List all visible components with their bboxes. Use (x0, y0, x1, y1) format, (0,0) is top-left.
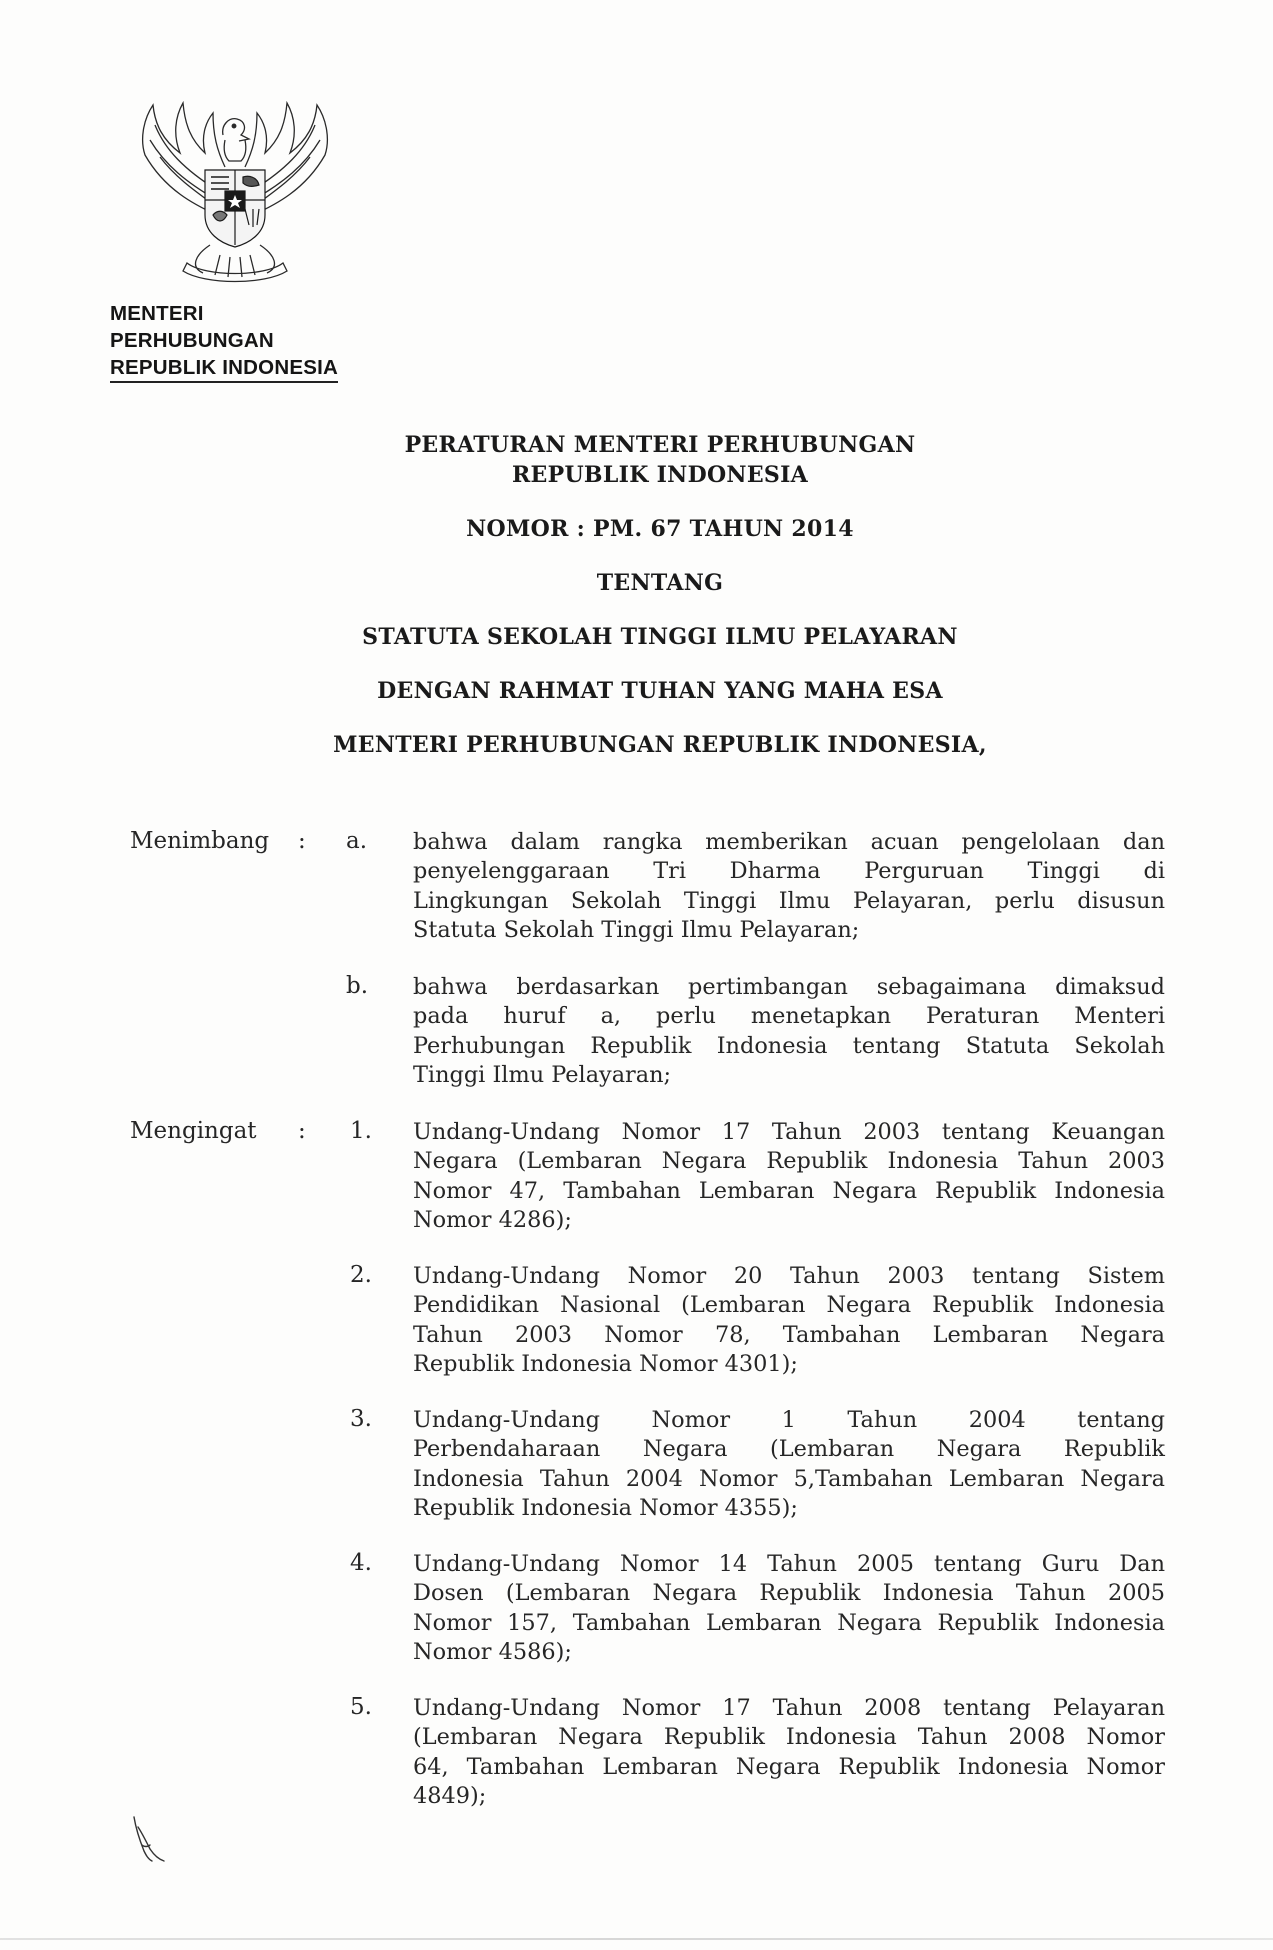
mengingat-item-4-marker: 4. (350, 1550, 372, 1576)
handwritten-initial-icon (128, 1815, 168, 1865)
text-line: Tahun 2003 Nomor 78, Tambahan Lembaran Negara (413, 1321, 1165, 1348)
menimbang-label: Menimbang (130, 828, 270, 854)
mengingat-item-3 (413, 1406, 1165, 1524)
mengingat-item-4 (413, 1550, 1165, 1668)
text-line: Perhubungan Republik Indonesia tentang Statuta Sekolah (413, 1032, 1165, 1059)
menimbang-colon: : (298, 828, 306, 854)
menimbang-item-a (413, 828, 1165, 946)
menimbang-item-b-marker: b. (346, 973, 369, 999)
text-line: Nomor 157, Tambahan Lembaran Negara Republik Indonesia (413, 1609, 1165, 1636)
text-line: 4849); (413, 1783, 487, 1810)
menimbang-item-a-marker: a. (346, 828, 368, 854)
text-line: Undang-Undang Nomor 17 Tahun 2008 tentang Pelayaran (413, 1695, 1165, 1721)
garuda-pancasila-emblem-icon (125, 95, 345, 290)
text-line: penyelenggaraan Tri Dharma Perguruan Tinggi di (413, 858, 1165, 885)
text-line: (Lembaran Negara Republik Indonesia Tahun 2008 Nomor (413, 1724, 1165, 1751)
mengingat-label: Mengingat (130, 1118, 257, 1144)
about-label: TENTANG (596, 570, 724, 596)
ministry-line-2: REPUBLIK INDONESIA (110, 354, 338, 383)
text-line: Lingkungan Sekolah Tinggi Ilmu Pelayaran, perlu disusun (413, 887, 1165, 914)
text-line: Perbendaharaan Negara (Lembaran Negara Republik (413, 1436, 1165, 1463)
issuer-line: MENTERI PERHUBUNGAN REPUBLIK INDONESIA, (333, 732, 987, 758)
text-line: Undang-Undang Nomor 20 Tahun 2003 tentang Sistem (413, 1263, 1165, 1289)
text-line: Undang-Undang Nomor 17 Tahun 2003 tentang Keuangan (413, 1119, 1165, 1145)
mengingat-colon: : (298, 1118, 306, 1144)
ministry-line-1: MENTERI PERHUBUNGAN (110, 302, 274, 352)
title-line-2: REPUBLIK INDONESIA (511, 462, 809, 488)
text-line: Tinggi Ilmu Pelayaran; (413, 1062, 672, 1089)
text-line: 64, Tambahan Lembaran Negara Republik Indonesia Nomor (413, 1753, 1165, 1780)
mengingat-item-1-marker: 1. (350, 1118, 372, 1144)
mengingat-item-2 (413, 1262, 1165, 1380)
ministry-heading (110, 300, 370, 383)
mengingat-item-3-marker: 3. (350, 1406, 372, 1432)
text-line: Republik Indonesia Nomor 4355); (413, 1495, 798, 1522)
mengingat-item-2-marker: 2. (350, 1262, 372, 1288)
text-line: Nomor 47, Tambahan Lembaran Negara Republik Indonesia (413, 1177, 1165, 1204)
text-line: Nomor 4586); (413, 1639, 572, 1666)
text-line: bahwa berdasarkan pertimbangan sebagaimana dimaksud (413, 974, 1165, 1000)
mengingat-item-5-marker: 5. (350, 1694, 372, 1720)
menimbang-item-b (413, 973, 1165, 1091)
blessing-line: DENGAN RAHMAT TUHAN YANG MAHA ESA (377, 678, 943, 704)
text-line: bahwa dalam rangka memberikan acuan pengelolaan dan (413, 829, 1165, 855)
text-line: Statuta Sekolah Tinggi Ilmu Pelayaran; (413, 917, 860, 944)
regulation-subject: STATUTA SEKOLAH TINGGI ILMU PELAYARAN (362, 624, 958, 650)
title-line-1: PERATURAN MENTERI PERHUBUNGAN (404, 432, 916, 458)
text-line: Pendidikan Nasional (Lembaran Negara Republik Indonesia (413, 1292, 1165, 1319)
scan-edge-line (0, 1938, 1273, 1940)
mengingat-item-5 (413, 1694, 1165, 1812)
text-line: Undang-Undang Nomor 1 Tahun 2004 tentang (413, 1407, 1165, 1433)
text-line: Dosen (Lembaran Negara Republik Indonesia Tahun 2005 (413, 1580, 1165, 1607)
mengingat-item-1 (413, 1118, 1165, 1236)
text-line: pada huruf a, perlu menetapkan Peraturan Menteri (413, 1003, 1165, 1030)
text-line: Nomor 4286); (413, 1207, 572, 1234)
text-line: Negara (Lembaran Negara Republik Indonesia Tahun 2003 (413, 1148, 1165, 1175)
text-line: Indonesia Tahun 2004 Nomor 5,Tambahan Lembaran Negara (413, 1465, 1165, 1492)
text-line: Undang-Undang Nomor 14 Tahun 2005 tentang Guru Dan (413, 1551, 1165, 1577)
text-line: Republik Indonesia Nomor 4301); (413, 1351, 798, 1378)
regulation-number: NOMOR : PM. 67 TAHUN 2014 (466, 516, 854, 542)
